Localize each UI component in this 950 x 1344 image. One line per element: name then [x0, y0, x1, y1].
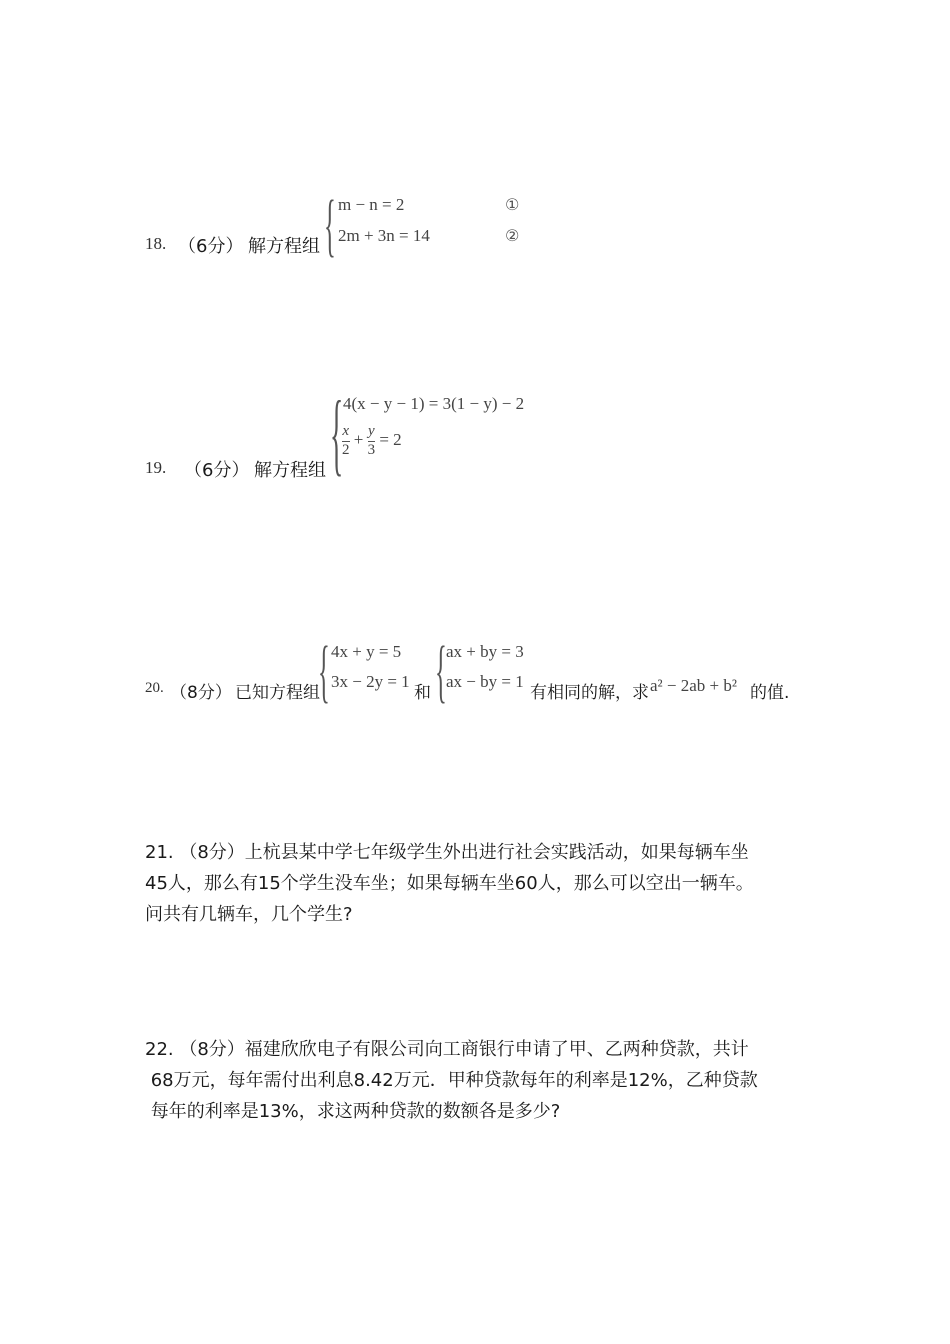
question-number: 19. — [145, 458, 167, 477]
system-1-equation-2: 3x − 2y = 1 — [331, 672, 410, 691]
question-text: 已知方程组 — [235, 683, 320, 703]
question-text: 的值. — [750, 683, 790, 703]
question-instruction: 解方程组 — [254, 460, 326, 481]
question-instruction: 解方程组 — [248, 236, 320, 257]
question-21 — [145, 837, 825, 930]
question-line: 45人，那么有15个学生没车坐；如果每辆车坐60人，那么可以空出一辆车。 — [145, 873, 754, 894]
question-line: 问共有几辆车，几个学生? — [145, 904, 353, 925]
left-brace-icon: { — [330, 382, 344, 484]
question-points: （8分） — [170, 683, 232, 703]
expression: a² − 2ab + b² — [650, 676, 737, 695]
question-points: （6分） — [184, 460, 250, 481]
question-line: 每年的利率是13%，求这两种贷款的数额各是多少? — [145, 1101, 561, 1122]
fraction-y-over-3: $\frac{y}{3}$ — [367, 423, 376, 458]
question-points: （6分） — [178, 236, 244, 257]
equation-2: $\frac{x}{2}$ + $\frac{y}{3}$ = 2 — [342, 423, 402, 458]
system-2-equation-2: ax − by = 1 — [446, 672, 524, 691]
question-text: 和 — [414, 683, 431, 703]
question-line: 21. （8分）上杭县某中学七年级学生外出进行社会实践活动，如果每辆车坐 — [145, 842, 749, 863]
system-2-equation-1: ax + by = 3 — [446, 642, 524, 661]
equation-2: 2m + 3n = 14 — [338, 226, 430, 245]
equation-1: m − n = 2 — [338, 195, 405, 214]
question-number: 20. — [145, 680, 164, 696]
question-number: 18. — [145, 234, 167, 253]
left-brace-icon: { — [324, 187, 336, 264]
question-line: 68万元，每年需付出利息8.42万元．甲种贷款每年的利率是12%，乙种贷款 — [145, 1070, 758, 1091]
question-line: 22. （8分）福建欣欣电子有限公司向工商银行申请了甲、乙两种贷款，共计 — [145, 1039, 749, 1060]
equation-1: 4(x − y − 1) = 3(1 − y) − 2 — [343, 394, 525, 413]
system-1-equation-1: 4x + y = 5 — [331, 642, 402, 661]
circled-one-icon: ① — [505, 195, 520, 214]
question-22 — [145, 1034, 825, 1127]
left-brace-icon: { — [318, 633, 330, 710]
question-text: 有相同的解，求 — [530, 683, 649, 703]
left-brace-icon: { — [435, 633, 447, 710]
fraction-x-over-2: $\frac{x}{2}$ — [342, 423, 350, 458]
circled-two-icon: ② — [505, 226, 520, 245]
